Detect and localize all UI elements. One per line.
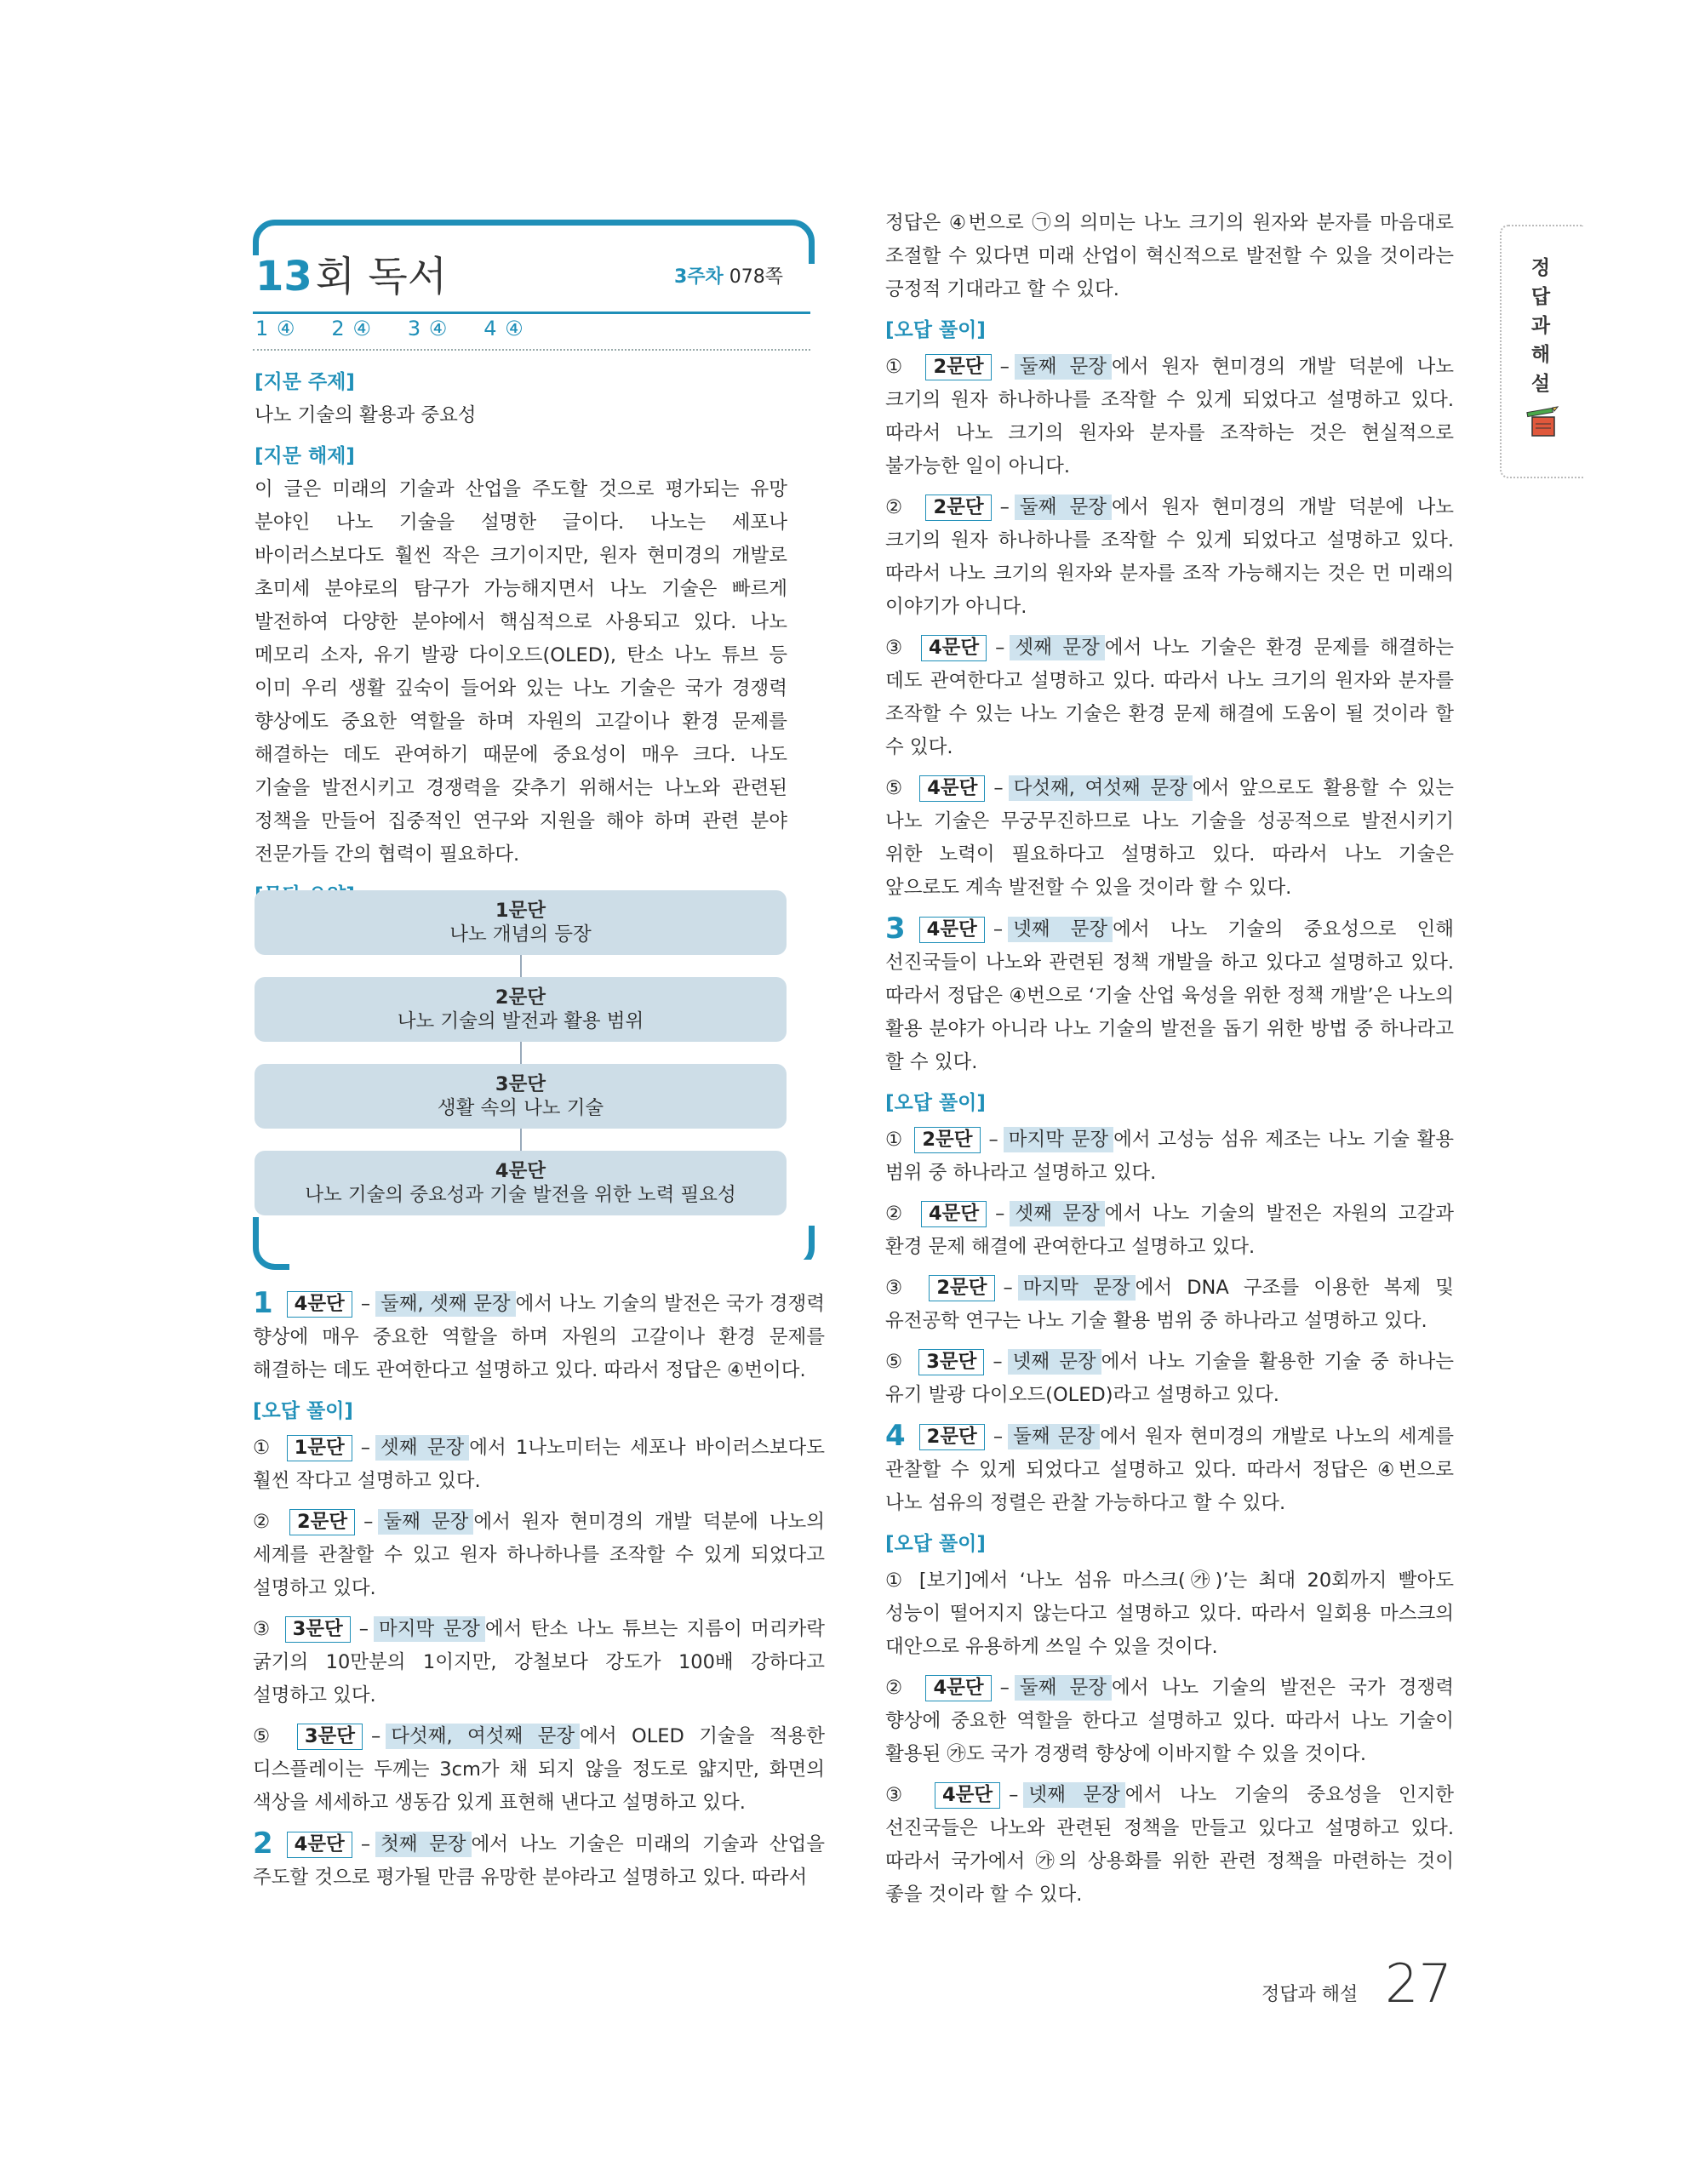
summary-connector xyxy=(520,1129,522,1151)
summary-connector xyxy=(520,1042,522,1064)
q2-wrong-heading: [오답 풀이] xyxy=(885,319,986,341)
lesson-week: 3주차 078쪽 xyxy=(673,266,783,288)
side-tab-char: 설 xyxy=(1530,373,1551,395)
passage-info xyxy=(255,366,787,912)
summary-item: 2문단 나노 기술의 발전과 활용 범위 xyxy=(255,977,787,1042)
lesson-title xyxy=(255,243,792,303)
right-column xyxy=(885,207,1454,1919)
side-tab-char: 답 xyxy=(1530,286,1551,308)
q1-wrong-item: ③ 3문단 – 마지막 문장 에서 탄소 나노 튜브는 지름이 머리카락 굵기의 10만분의 1이지만, 강철보다 강도가 100배 강하다고 설명하고 있다. xyxy=(253,1618,826,1707)
topic-text: 나노 기술의 활용과 중요성 xyxy=(255,404,477,426)
summary-item: 4문단 나노 기술의 중요성과 기술 발전을 위한 노력 필요성 xyxy=(255,1151,787,1215)
box-gap-right xyxy=(809,264,821,1226)
q3-wrong-item: ⑤ 3문단 – 넷째 문장 에서 나노 기술을 활용한 기술 중 하나는 유기 발광 다이오드(OLED)라고 설명하고 있다. xyxy=(885,1351,1455,1406)
q1-wrong-item: ② 2문단 – 둘째 문장 에서 원자 현미경의 개발 덕분에 나노의 세계를 관찰할 수 있고 원자 하나하나를 조작할 수 있게 되었다고 설명하고 있다. xyxy=(253,1511,826,1599)
answer-key: 1 ④ 2 ④ 3 ④ 4 ④ xyxy=(255,317,524,340)
book-pencil-icon xyxy=(1524,402,1561,439)
q4-wrong-item: ③ 4문단 – 넷째 문장 에서 나노 기술의 중요성을 인지한 선진국들은 나노와 관련된 정책을 만들고 있다고 설명하고 있다. 따라서 국가에서 ㉮의 상용화를 위한 관련 정책을 마련하는 것이 좋을 것이라 할 수 있다. xyxy=(885,1784,1454,1906)
left-column xyxy=(253,1287,825,1902)
lesson-number: 13 xyxy=(255,253,312,300)
q3-wrong-item: ① 2문단 – 마지막 문장 에서 고성능 섬유 제조는 나노 기술 활용 범위 중 하나라고 설명하고 있다. xyxy=(885,1129,1454,1184)
q3-wrong-heading: [오답 풀이] xyxy=(885,1092,986,1114)
side-tab-char: 정 xyxy=(1530,257,1551,279)
q3-explanation: 3 4문단 – 넷째 문장 에서 나노 기술의 중요성으로 인해 선진국들이 나노와 관련된 정책 개발을 하고 있다고 설명하고 있다. 따라서 정답은 ④번으로 ‘기술 산업 육성을 위한 정책 개발’은 나노의 활용 분야가 아니라 나노 기술의 발전을 돕기 위한 방법 중 하나라고 할 수 있다. xyxy=(885,912,1455,1073)
footer-label: 정답과 해설 xyxy=(1262,1984,1359,2005)
q4-wrong-item: ① [보기]에서 ‘나노 섬유 마스크(㉮)’는 최대 20회까지 빨아도 성능이 떨어지지 않는다고 설명하고 있다. 따라서 일회용 마스크의 대안으로 유용하게 쓰일 수 있을 것이다. xyxy=(885,1569,1454,1658)
q2-wrong-item: ③ 4문단 – 셋째 문장 에서 나노 기술은 환경 문제를 해결하는 데도 관여한다고 설명하고 있다. 따라서 나노 크기의 원자와 분자를 조작할 수 있는 나노 기술은 환경 문제 해결에 도움이 될 것이라 할 수 있다. xyxy=(885,637,1455,758)
q1-wrong-heading: [오답 풀이] xyxy=(253,1400,353,1422)
q4-explanation: 4 2문단 – 둘째 문장 에서 원자 현미경의 개발로 나노의 세계를 관찰할 수 있게 되었다고 설명하고 있다. 따라서 정답은 ④번으로 나노 섬유의 정렬은 관찰 가능하다고 할 수 있다. xyxy=(885,1419,1455,1514)
q1-wrong-item: ① 1문단 – 셋째 문장 에서 1나노미터는 세포나 바이러스보다도 훨씬 작다고 설명하고 있다. xyxy=(253,1437,826,1492)
q2-explanation: 2 4문단 – 첫째 문장 에서 나노 기술은 미래의 기술과 산업을 주도할 것으로 평가될 만큼 유망한 분야라고 설명하고 있다. 따라서 xyxy=(253,1827,825,1889)
q2-wrong-item: ② 2문단 – 둘째 문장 에서 원자 현미경의 개발 덕분에 나노 크기의 원자 하나하나를 조작할 수 있게 되었다고 설명하고 있다. 따라서 나노 크기의 원자와 분자를 조작 가능해지는 것은 먼 미래의 이야기가 아니다. xyxy=(885,496,1455,618)
lesson-name: 회 독서 xyxy=(315,253,448,300)
paragraph-summary xyxy=(255,890,787,1215)
analysis-heading: [지문 해제] xyxy=(255,445,355,467)
q2-wrong-item: ① 2문단 – 둘째 문장 에서 원자 현미경의 개발 덕분에 나노 크기의 원자 하나하나를 조작할 수 있게 되었다고 설명하고 있다. 따라서 나노 크기의 원자와 분자를 조작하는 것은 현실적으로 불가능한 일이 아니다. xyxy=(885,356,1455,477)
analysis-text: 이 글은 미래의 기술과 산업을 주도할 것으로 평가되는 유망 분야인 나노 기술을 설명한 글이다. 나노는 세포나 바이러스보다도 훨씬 작은 크기이지만, 원자 현미경의 개발로 초미세 분야로의 탐구가 가능해지면서 나노 기술은 빠르게 발전하여 다양한 분야에서 핵심적으로 사용되고 있다. 나노 메모리 소자, 유기 발광 다이오드(OLED), 탄소 나노 튜브 등 이미 우리 생활 깊숙이 들어와 있는 나노 기술은 국가 경쟁력 향상에도 중요한 역할을 하며 자원의 고갈이나 환경 문제를 해결하는 데도 관여하기 때문에 중요성이 매우 크다. 나도 기술을 발전시키고 경쟁력을 갖추기 위해서는 나노와 관련된 정책을 만들어 집중적인 연구와 지원을 해야 하며 관련 분야 전문가들 간의 협력이 필요하다. xyxy=(255,478,787,866)
side-tab-char: 해 xyxy=(1530,344,1551,366)
summary-connector xyxy=(520,955,522,977)
q1-explanation: 1 4문단 – 둘째, 셋째 문장 에서 나노 기술의 발전은 국가 경쟁력 향상에 매우 중요한 역할을 하며 자원의 고갈이나 환경 문제를 해결하는 데도 관여한다고 설명하고 있다. 따라서 정답은 ④번이다. xyxy=(253,1286,825,1381)
title-divider xyxy=(253,312,810,314)
q3-wrong-item: ② 4문단 – 셋째 문장 에서 나노 기술의 발전은 자원의 고갈과 환경 문제 해결에 관여한다고 설명하고 있다. xyxy=(885,1203,1455,1258)
side-tab-char: 과 xyxy=(1530,315,1551,337)
q2-explanation-cont: 정답은 ④번으로 ㉠의 의미는 나노 크기의 원자와 분자를 마음대로 조절할 수 있다면 미래 산업이 혁신적으로 발전할 수 있을 것이라는 긍정적 기대라고 할 수 있다. xyxy=(885,212,1454,300)
topic-heading: [지문 주제] xyxy=(255,371,355,393)
q4-wrong-heading: [오답 풀이] xyxy=(885,1533,986,1555)
box-gap-bottom xyxy=(289,1260,821,1273)
summary-item: 1문단 나노 개념의 등장 xyxy=(255,890,787,955)
q1-wrong-item: ⑤ 3문단 – 다섯째, 여섯째 문장 에서 OLED 기술을 적용한 디스플레이는 두께는 3cm가 채 되지 않을 정도로 얇지만, 화면의 색상을 세세하고 생동감 있게 표현해 낸다고 설명하고 있다. xyxy=(253,1725,826,1814)
summary-item: 3문단 생활 속의 나노 기술 xyxy=(255,1064,787,1129)
answer-divider xyxy=(253,349,810,351)
q2-wrong-item: ⑤ 4문단 – 다섯째, 여섯째 문장 에서 앞으로도 활용할 수 있는 나노 기술은 무궁무진하므로 나노 기술을 성공적으로 발전시키기 위한 노력이 필요하다고 설명하고 있다. 따라서 나노 기술은 앞으로도 계속 발전할 수 있을 것이라 할 수 있다. xyxy=(885,777,1454,899)
q4-wrong-item: ② 4문단 – 둘째 문장 에서 나노 기술의 발전은 국가 경쟁력 향상에 중요한 역할을 한다고 설명하고 있다. 따라서 나노 기술이 활용된 ㉮도 국가 경쟁력 향상에 이바지할 수 있을 것이다. xyxy=(885,1677,1455,1765)
side-tab-label xyxy=(1524,254,1558,448)
page-number: 27 xyxy=(1385,1952,1452,2015)
q3-wrong-item: ③ 2문단 – 마지막 문장 에서 DNA 구조를 이용한 복제 및 유전공학 연구는 나노 기술 활용 범위 중 하나라고 설명하고 있다. xyxy=(885,1277,1455,1332)
